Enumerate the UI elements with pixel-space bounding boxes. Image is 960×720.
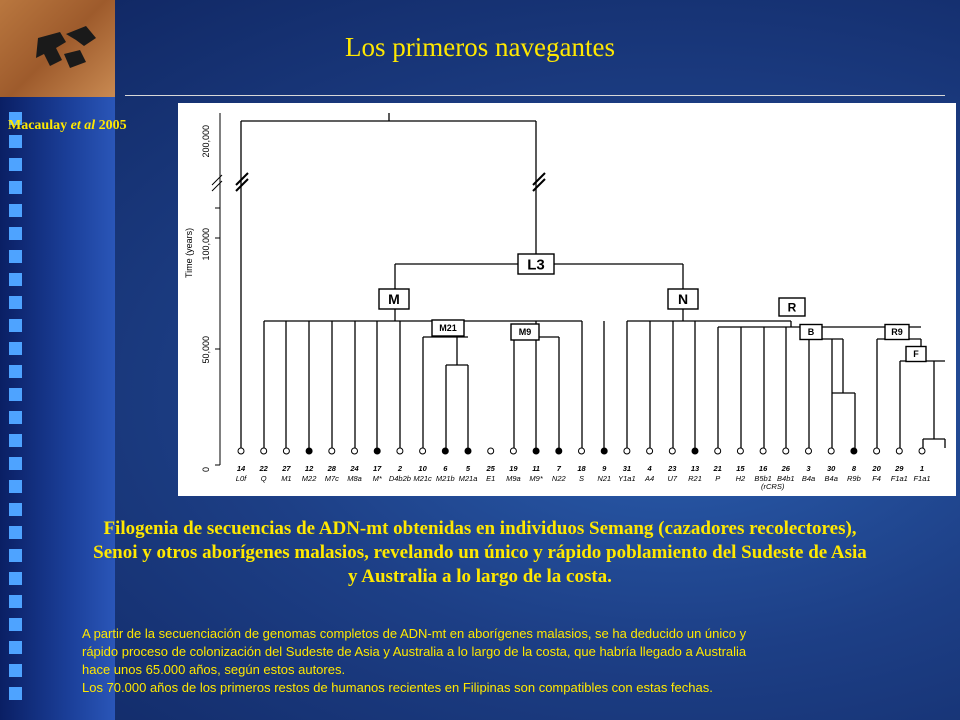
- leaf-tip-marker: [306, 448, 312, 454]
- leaf-haplogroup: N22: [551, 474, 566, 483]
- y-tick-200000: 200,000: [201, 125, 211, 158]
- note-line-2: rápido proceso de colonización del Sudeste de Asia y Australia a lo largo de la costa, que habría llegado a Australia: [82, 644, 747, 659]
- decorative-square: [9, 342, 22, 355]
- decorative-square: [9, 135, 22, 148]
- leaf-tip-marker: [669, 448, 675, 454]
- leaf-tip-marker: [601, 448, 607, 454]
- leaf-haplogroup: N21: [597, 474, 612, 483]
- page-title: Los primeros navegantes: [345, 32, 615, 62]
- node-label-f: F: [913, 349, 919, 360]
- leaf-tips: [236, 448, 931, 483]
- phylogeny-figure: [178, 103, 956, 496]
- leaf-tip-marker: [647, 448, 653, 454]
- leaf-count: 6: [443, 464, 448, 473]
- leaf-tip-marker: [828, 448, 834, 454]
- leaf-haplogroup: U7: [667, 474, 678, 483]
- leaf-tip-marker: [420, 448, 426, 454]
- leaf-count: 7: [556, 464, 561, 473]
- leaf-haplogroup: B4b1: [777, 474, 795, 483]
- leaf-tip-marker: [374, 448, 380, 454]
- decorative-square: [9, 664, 22, 677]
- leaf-tip-marker: [692, 448, 698, 454]
- decorative-square: [9, 434, 22, 447]
- leaf-haplogroup: Y1a1: [618, 474, 636, 483]
- leaf-tip-marker: [261, 448, 267, 454]
- leaf-tip-marker: [874, 448, 880, 454]
- leaf-count: 11: [532, 464, 540, 473]
- leaf-tip-marker: [397, 448, 403, 454]
- leaf-haplogroup: D4b2b: [388, 474, 411, 483]
- left-decorative-bar: [0, 0, 115, 720]
- node-label-b: B: [807, 327, 815, 338]
- leaf-haplogroup: M9a: [506, 474, 521, 483]
- leaf-haplogroup: M21b: [435, 474, 455, 483]
- explanatory-note: [82, 625, 902, 697]
- leaf-tip-marker: [896, 448, 902, 454]
- note-line-3: hace unos 65.000 años, según estos autores.: [82, 662, 346, 677]
- leaf-haplogroup: M8a: [347, 474, 362, 483]
- decorative-square: [9, 388, 22, 401]
- leaf-haplogroup: P: [715, 474, 721, 483]
- node-label-n: N: [677, 291, 689, 308]
- decorative-square: [9, 595, 22, 608]
- decorative-square: [9, 687, 22, 700]
- leaf-count: 17: [373, 464, 382, 473]
- leaf-haplogroup: Q: [260, 474, 267, 483]
- leaf-count: 24: [350, 464, 359, 473]
- leaf-haplogroup: F1a1: [890, 474, 908, 483]
- rcrs-label: (rCRS): [761, 482, 785, 491]
- leaf-count: 15: [736, 464, 745, 473]
- leaf-haplogroup: M*: [372, 474, 382, 483]
- leaf-count: 23: [668, 464, 677, 473]
- caption-line-3: y Australia a lo largo de la costa.: [348, 566, 612, 587]
- leaf-count: 18: [577, 464, 586, 473]
- leaf-count: 9: [602, 464, 607, 473]
- leaf-tip-marker: [806, 448, 812, 454]
- citation-etal: et al: [70, 118, 96, 133]
- leaf-count: 2: [397, 464, 402, 473]
- leaf-haplogroup: S: [578, 474, 585, 483]
- note-line-1: A partir de la secuenciación de genomas completos de ADN-mt en aborígenes malasios, se ha deducido un único y: [82, 626, 747, 641]
- leaf-haplogroup: B5b1: [754, 474, 772, 483]
- leaf-haplogroup: H2: [735, 474, 746, 483]
- leaf-tip-marker: [329, 448, 335, 454]
- leaf-tip-marker: [919, 448, 925, 454]
- leaf-haplogroup: M21c: [413, 474, 432, 483]
- leaf-tip-marker: [624, 448, 630, 454]
- leaf-count: 28: [327, 464, 336, 473]
- leaf-count: 5: [465, 464, 471, 473]
- leaf-haplogroup: M7c: [324, 474, 339, 483]
- decorative-square: [9, 250, 22, 263]
- leaf-tip-marker: [442, 448, 448, 454]
- y-tick-50000: 50,000: [201, 336, 211, 364]
- citation-year: 2005: [98, 118, 127, 133]
- caption-line-1: Filogenia de secuencias de ADN-mt obtenidas en individuos Semang (cazadores recolectores),: [103, 518, 857, 539]
- leaf-haplogroup: F4: [872, 474, 881, 483]
- leaf-tip-marker: [533, 448, 539, 454]
- node-label-m9: M9: [518, 327, 532, 338]
- leaf-count: 1: [919, 464, 925, 473]
- leaf-tip-marker: [283, 448, 289, 454]
- y-axis-label: Time (years): [184, 227, 194, 278]
- tree-branches: [241, 113, 945, 448]
- figure-caption: [10, 517, 950, 589]
- leaf-count: 29: [895, 464, 904, 473]
- citation: [8, 118, 127, 134]
- leaf-count: 10: [418, 464, 427, 473]
- leaf-tip-marker: [352, 448, 358, 454]
- decorative-square: [9, 273, 22, 286]
- node-label-m21: M21: [439, 323, 457, 334]
- leaf-tip-marker: [783, 448, 789, 454]
- leaf-tip-marker: [488, 448, 494, 454]
- leaf-tip-marker: [238, 448, 244, 454]
- decorative-square: [9, 319, 22, 332]
- leaf-haplogroup: A4: [645, 474, 655, 483]
- node-label-r: R: [787, 300, 797, 315]
- decorative-square: [9, 480, 22, 493]
- decorative-square: [9, 457, 22, 470]
- decorative-square: [9, 503, 22, 516]
- branch-breaks: [236, 173, 545, 191]
- leaf-haplogroup: L0f: [235, 474, 247, 483]
- leaf-count: 30: [827, 464, 836, 473]
- leaf-count: 31: [622, 464, 632, 473]
- leaf-count: 21: [713, 464, 722, 473]
- leaf-haplogroup: M9*: [529, 474, 543, 483]
- leaf-haplogroup: M22: [301, 474, 317, 483]
- leaf-haplogroup: F1a1: [913, 474, 931, 483]
- leaf-tip-marker: [715, 448, 721, 454]
- leaf-count: 19: [509, 464, 518, 473]
- leaf-count: 12: [304, 464, 314, 473]
- node-label-m: M: [388, 291, 400, 308]
- y-tick-0: 0: [201, 467, 211, 473]
- leaf-count: 22: [259, 464, 268, 473]
- leaf-tip-marker: [510, 448, 516, 454]
- note-line-4: Los 70.000 años de los primeros restos de humanos recientes en Filipinas son compatibles con estas fechas.: [82, 680, 713, 695]
- decorative-square: [9, 227, 22, 240]
- leaf-tip-marker: [737, 448, 743, 454]
- leaf-haplogroup: R9b: [847, 474, 861, 483]
- leaf-count: 8: [851, 464, 856, 473]
- leaf-tip-marker: [579, 448, 585, 454]
- decorative-square: [9, 158, 22, 171]
- leaf-tip-marker: [556, 448, 562, 454]
- leaf-haplogroup: M21a: [458, 474, 478, 483]
- leaf-tip-marker: [465, 448, 471, 454]
- title-divider: [125, 95, 945, 96]
- leaf-count: 14: [236, 464, 246, 473]
- citation-author: Macaulay: [8, 118, 68, 133]
- decorative-square: [9, 181, 22, 194]
- leaf-count: 25: [486, 464, 495, 473]
- decorative-square: [9, 641, 22, 654]
- leaf-count: 3: [806, 464, 811, 473]
- leaf-count: 26: [781, 464, 790, 473]
- leaf-count: 20: [872, 464, 881, 473]
- y-tick-100000: 100,000: [201, 228, 211, 261]
- decorative-square: [9, 365, 22, 378]
- leaf-tip-marker: [760, 448, 766, 454]
- leaf-haplogroup: E1: [486, 474, 496, 483]
- leaf-count: 27: [282, 464, 291, 473]
- leaf-haplogroup: R21: [688, 474, 702, 483]
- leaf-count: 16: [758, 464, 768, 473]
- node-label-l3: L3: [527, 256, 545, 274]
- leaf-tip-marker: [851, 448, 857, 454]
- decorative-square: [9, 618, 22, 631]
- leaf-haplogroup: M1: [281, 474, 292, 483]
- node-label-r9: R9: [891, 327, 903, 338]
- caption-line-2: Senoi y otros aborígenes malasios, revelando un único y rápido poblamiento del Sudeste de Asia: [93, 542, 867, 563]
- decorative-square: [9, 204, 22, 217]
- node-boxes: [379, 254, 926, 362]
- leaf-haplogroup: B4a: [824, 474, 838, 483]
- leaf-count: 13: [690, 464, 700, 473]
- decorative-square: [9, 411, 22, 424]
- leaf-haplogroup: B4a: [801, 474, 816, 483]
- decorative-square: [9, 296, 22, 309]
- leaf-count: 4: [647, 464, 652, 473]
- phylogeny-tree: [178, 103, 956, 496]
